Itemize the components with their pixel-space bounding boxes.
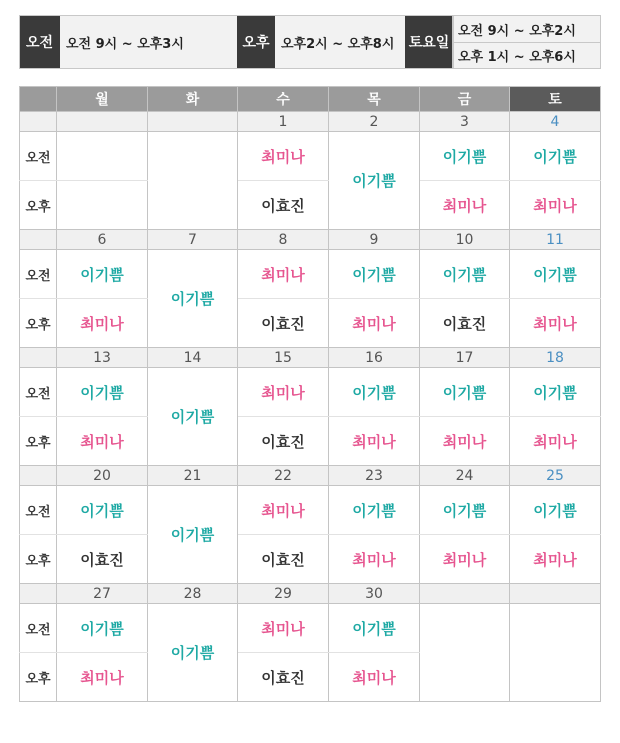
date-row	[20, 112, 601, 132]
pm-row-label: 오후	[20, 653, 57, 702]
date-cell-saturday: 4	[510, 112, 601, 132]
full-day-shift: 이기쁨	[148, 250, 238, 348]
pm-row	[20, 299, 601, 348]
date-cell: 17	[420, 348, 510, 368]
pm-shift: 이효진	[238, 299, 329, 348]
am-shift: 이기쁨	[420, 250, 510, 299]
date-cell: 21	[148, 466, 238, 486]
date-row-corner	[20, 584, 57, 604]
pm-shift: 최미나	[329, 417, 420, 466]
date-row	[20, 230, 601, 250]
date-cell: 22	[238, 466, 329, 486]
am-shift: 이기쁨	[57, 604, 148, 653]
full-day-shift: 이기쁨	[329, 132, 420, 230]
am-row	[20, 250, 601, 299]
date-cell: 2	[329, 112, 420, 132]
am-shift: 이기쁨	[57, 486, 148, 535]
date-row-corner	[20, 348, 57, 368]
date-cell: 7	[148, 230, 238, 250]
am-row-label: 오전	[20, 250, 57, 299]
am-shift: 최미나	[238, 604, 329, 653]
pm-shift: 최미나	[510, 535, 601, 584]
date-row	[20, 466, 601, 486]
empty-cell	[510, 604, 601, 702]
pm-shift: 최미나	[329, 535, 420, 584]
date-cell: 27	[57, 584, 148, 604]
full-day-shift: 이기쁨	[148, 486, 238, 584]
date-cell: 24	[420, 466, 510, 486]
date-cell	[57, 112, 148, 132]
am-row-label: 오전	[20, 486, 57, 535]
am-shift: 최미나	[238, 132, 329, 181]
am-shift: 이기쁨	[510, 486, 601, 535]
office-hours	[19, 15, 601, 69]
am-row	[20, 368, 601, 417]
pm-shift: 최미나	[510, 299, 601, 348]
pm-shift: 최미나	[57, 299, 148, 348]
pm-row-label: 오후	[20, 299, 57, 348]
am-row	[20, 486, 601, 535]
pm-row-label: 오후	[20, 181, 57, 230]
pm-shift: 이효진	[238, 653, 329, 702]
am-shift: 이기쁨	[420, 132, 510, 181]
date-cell	[420, 584, 510, 604]
date-row	[20, 348, 601, 368]
pm-shift: 최미나	[420, 535, 510, 584]
date-cell: 10	[420, 230, 510, 250]
pm-shift: 최미나	[510, 181, 601, 230]
date-cell-saturday: 25	[510, 466, 601, 486]
pm-shift: 최미나	[510, 417, 601, 466]
am-row-label: 오전	[20, 132, 57, 181]
am-row-label: 오전	[20, 368, 57, 417]
pm-shift: 최미나	[329, 299, 420, 348]
pm-shift: 이효진	[238, 417, 329, 466]
pm-shift: 이효진	[57, 535, 148, 584]
am-shift: 이기쁨	[510, 250, 601, 299]
am-shift: 이기쁨	[57, 250, 148, 299]
pm-shift: 이효진	[238, 181, 329, 230]
schedule-calendar	[19, 86, 601, 702]
pm-row	[20, 535, 601, 584]
date-cell: 3	[420, 112, 510, 132]
am-shift: 최미나	[238, 486, 329, 535]
saturday-hours-label: 토요일	[405, 15, 453, 69]
pm-row-label: 오후	[20, 535, 57, 584]
am-hours-value: 오전 9시 ~ 오후3시	[60, 15, 237, 69]
date-cell: 9	[329, 230, 420, 250]
weekday-header-saturday: 토	[510, 87, 601, 112]
full-day-shift: 이기쁨	[148, 604, 238, 702]
date-cell: 13	[57, 348, 148, 368]
date-cell: 14	[148, 348, 238, 368]
date-row	[20, 584, 601, 604]
pm-shift: 최미나	[420, 417, 510, 466]
am-row	[20, 604, 601, 653]
pm-shift: 이효진	[238, 535, 329, 584]
am-hours-label: 오전	[19, 15, 60, 69]
pm-hours-label: 오후	[237, 15, 275, 69]
date-cell: 15	[238, 348, 329, 368]
empty-cell	[148, 132, 238, 230]
pm-shift: 최미나	[420, 181, 510, 230]
date-cell-saturday: 11	[510, 230, 601, 250]
pm-hours-value: 오후2시 ~ 오후8시	[275, 15, 405, 69]
am-shift: 이기쁨	[329, 250, 420, 299]
am-shift: 이기쁨	[420, 368, 510, 417]
am-row	[20, 132, 601, 181]
date-cell: 23	[329, 466, 420, 486]
full-day-shift: 이기쁨	[148, 368, 238, 466]
am-shift: 이기쁨	[510, 368, 601, 417]
empty-cell	[420, 604, 510, 702]
date-cell: 16	[329, 348, 420, 368]
date-cell: 29	[238, 584, 329, 604]
am-shift: 이기쁨	[420, 486, 510, 535]
am-row-label: 오전	[20, 604, 57, 653]
am-shift: 이기쁨	[329, 368, 420, 417]
am-shift: 최미나	[238, 368, 329, 417]
pm-shift: 최미나	[57, 653, 148, 702]
pm-shift: 최미나	[329, 653, 420, 702]
date-cell: 8	[238, 230, 329, 250]
empty-cell	[57, 132, 148, 181]
date-cell: 28	[148, 584, 238, 604]
date-cell	[148, 112, 238, 132]
am-shift: 이기쁨	[57, 368, 148, 417]
pm-row	[20, 181, 601, 230]
pm-row	[20, 417, 601, 466]
weekday-header: 월	[57, 87, 148, 112]
saturday-pm-hours: 오후 1시 ~ 오후6시	[453, 42, 601, 69]
date-row-corner	[20, 112, 57, 132]
am-shift: 이기쁨	[329, 486, 420, 535]
weekday-header-row	[20, 87, 601, 112]
saturday-am-hours: 오전 9시 ~ 오후2시	[453, 15, 601, 42]
hours-frame	[19, 15, 453, 69]
date-row-corner	[20, 466, 57, 486]
header-corner	[20, 87, 57, 112]
pm-shift: 이효진	[420, 299, 510, 348]
calendar-body	[20, 112, 601, 702]
date-cell: 20	[57, 466, 148, 486]
date-cell-saturday	[510, 584, 601, 604]
date-cell: 6	[57, 230, 148, 250]
pm-row-label: 오후	[20, 417, 57, 466]
am-shift: 이기쁨	[510, 132, 601, 181]
am-shift: 최미나	[238, 250, 329, 299]
empty-cell	[57, 181, 148, 230]
date-cell: 1	[238, 112, 329, 132]
date-cell-saturday: 18	[510, 348, 601, 368]
weekday-header: 수	[238, 87, 329, 112]
am-shift: 이기쁨	[329, 604, 420, 653]
date-row-corner	[20, 230, 57, 250]
date-cell: 30	[329, 584, 420, 604]
weekday-header: 목	[329, 87, 420, 112]
weekday-header: 금	[420, 87, 510, 112]
weekday-header: 화	[148, 87, 238, 112]
pm-shift: 최미나	[57, 417, 148, 466]
